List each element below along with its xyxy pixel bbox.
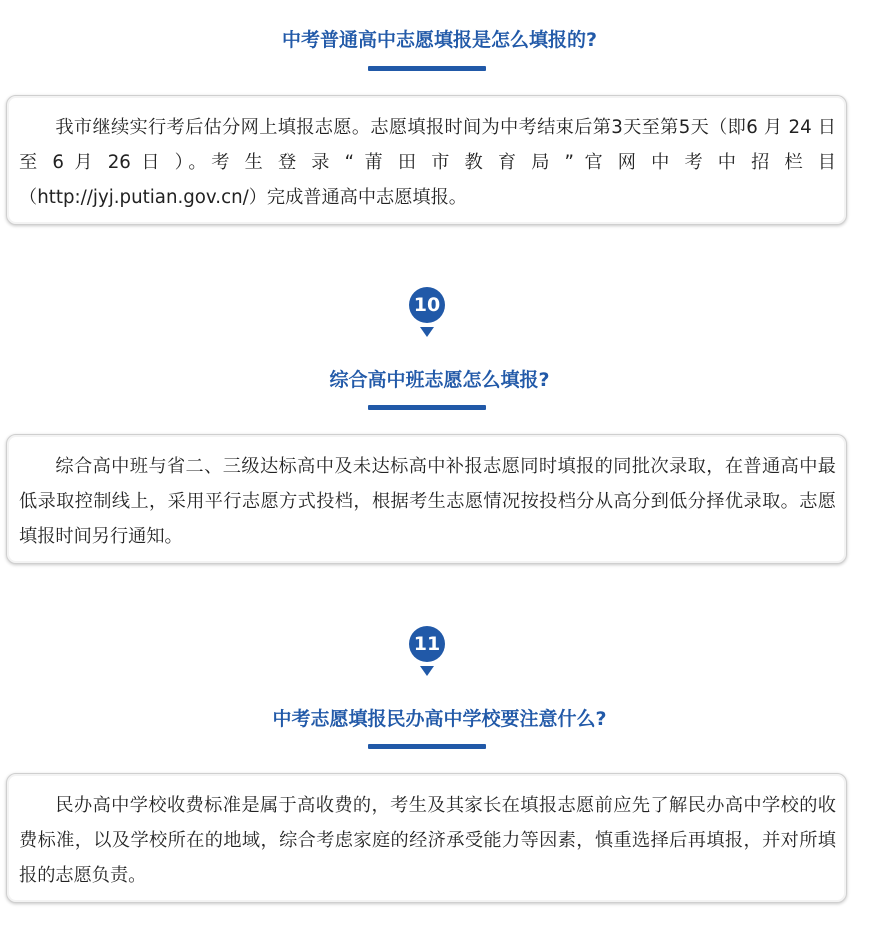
section-2-body: 综合高中班与省二、三级达标高中及未达标高中补报志愿同时填报的同批次录取，在普通高中最低录取控制线上，采用平行志愿方式投档，根据考生志愿情况按投档分从高分到低分择优录取。志愿填报时间另行通知。 xyxy=(19,456,836,547)
section-2-card xyxy=(6,434,847,564)
section-3-title-underline xyxy=(368,744,486,749)
section-2-number-badge: 10 xyxy=(409,287,445,323)
section-1-body: 我市继续实行考后估分网上填报志愿。志愿填报时间为中考结束后第3天至第5天（即6 月 24 日 至 6 月 26 日 ）。考 生 登 录 “ 莆 田 市 教 育 局 ” 官 网 中 考 中 招 栏 目（http://jyj.putian.gov.cn/）完成普通高中志愿填报。 xyxy=(19,117,836,208)
section-3-card xyxy=(6,773,847,903)
section-3-number-badge: 11 xyxy=(409,626,445,662)
down-arrow-icon xyxy=(420,666,434,676)
section-1-title: 中考普通高中志愿填报是怎么填报的? xyxy=(281,29,598,51)
section-2-title-underline xyxy=(368,405,486,410)
down-arrow-icon xyxy=(420,327,434,337)
section-3-title: 中考志愿填报民办高中学校要注意什么? xyxy=(272,708,607,730)
section-3-body: 民办高中学校收费标准是属于高收费的，考生及其家长在填报志愿前应先了解民办高中学校的收费标准，以及学校所在的地域，综合考虑家庭的经济承受能力等因素，慎重选择后再填报，并对所填报的志愿负责。 xyxy=(19,795,836,886)
section-2-title: 综合高中班志愿怎么填报? xyxy=(329,369,550,391)
section-1-title-underline xyxy=(368,66,486,71)
section-1-card xyxy=(6,95,847,225)
